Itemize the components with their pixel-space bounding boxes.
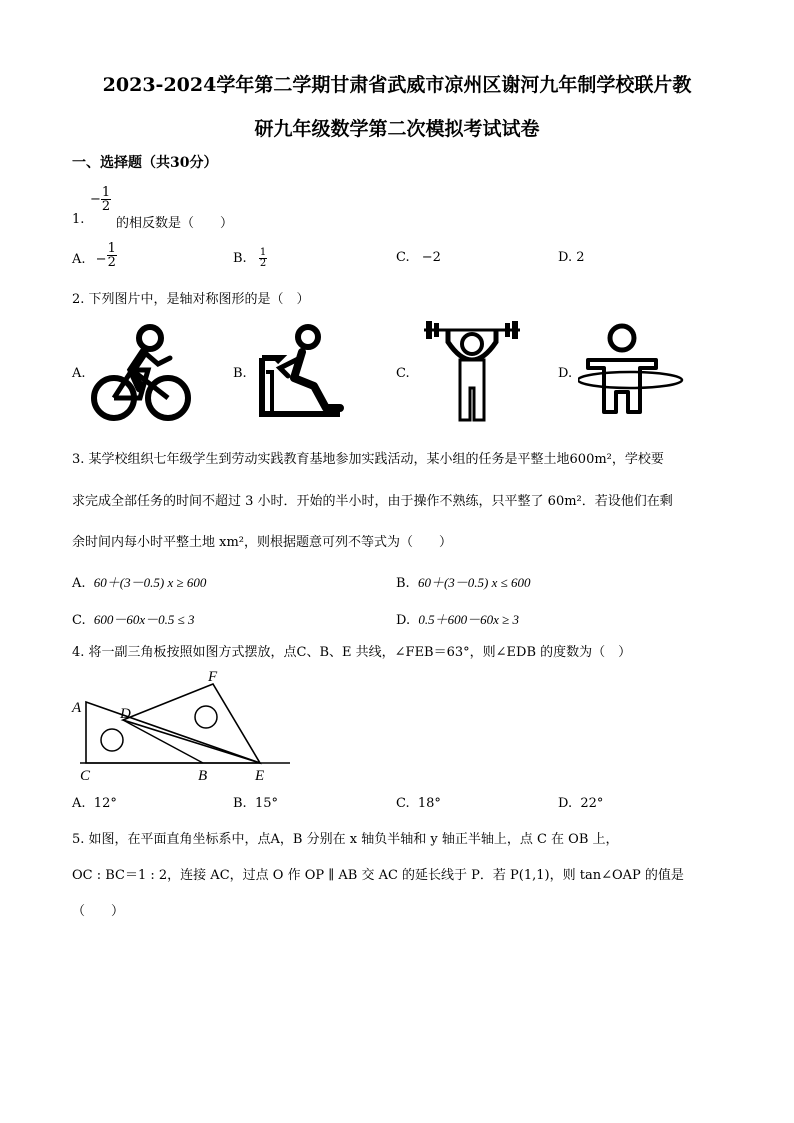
hula-hoop-icon [578, 322, 688, 422]
q3-option-b[interactable]: B. 60＋(3－0.5) x ≤ 600 [396, 575, 531, 591]
q1-option-a[interactable]: A. − $\frac{1}{2}$ [72, 241, 116, 270]
q5-line3: （ ） [72, 904, 125, 919]
point-label-f: F [208, 669, 218, 685]
q3-line1: 3. 某学校组织七年级学生到劳动实践教育基地参加实践活动，某小组的任务是平整土地600m²，学校要 [72, 452, 664, 467]
q5-line2: OC : BC＝1 : 2，连接 AC，过点 O 作 OP ∥ AB 交 AC 的延长线于 P．若 P(1,1)，则 tan∠OAP 的值是 [72, 868, 684, 883]
paper-title-line2: 研九年级数学第二次模拟考试试卷 [254, 118, 540, 140]
q1-frac-sign: − [90, 192, 101, 207]
q2-stem: 2. 下列图片中，是轴对称图形的是（ ） [72, 292, 310, 307]
weightlifter-icon [420, 316, 524, 426]
q4-option-d[interactable]: D. 22° [558, 796, 604, 811]
point-label-d: D [120, 706, 131, 722]
q1-option-d[interactable]: D. 2 [558, 250, 585, 265]
q5-line1: 5. 如图，在平面直角坐标系中，点A，B 分别在 x 轴负半轴和 y 轴正半轴上，点 C 在 OB 上， [72, 832, 619, 847]
point-label-c: C [80, 768, 91, 784]
q3-line2: 求完成全部任务的时间不超过 3 小时．开始的半小时，由于操作不熟练，只平整了 60m²．若设他们在剩 [72, 494, 673, 509]
q3-option-a[interactable]: A. 60＋(3－0.5) x ≥ 600 [72, 575, 207, 591]
q1-option-b[interactable]: B. $\frac{1}{2}$ [233, 247, 267, 269]
q2-option-d-label[interactable]: D. [558, 366, 573, 381]
section-heading-choice: 一、选择题（共30分） [72, 155, 218, 171]
q1-frac-den: 2 [101, 199, 111, 214]
q1-frac-num: 1 [101, 185, 111, 200]
cyclist-icon [88, 322, 192, 426]
treadmill-runner-icon [252, 322, 352, 422]
point-label-e: E [255, 768, 265, 784]
q1-fraction [90, 186, 111, 213]
paper-title-line1: 2023-2024学年第二学期甘肃省武威市凉州区谢河九年制学校联片教 [102, 74, 692, 96]
point-label-a: A [72, 700, 82, 716]
q4-option-c[interactable]: C. 18° [396, 796, 441, 811]
q1-option-c[interactable]: C. −2 [396, 250, 441, 265]
q3-line3: 余时间内每小时平整土地 xm²，则根据题意可列不等式为（ ） [72, 535, 453, 550]
q1-frac [101, 186, 111, 213]
q4-option-a[interactable]: A. 12° [72, 796, 117, 811]
q1-number: 1. [72, 212, 85, 227]
q1-stem: 的相反数是（ ） [116, 216, 234, 231]
point-label-b: B [198, 768, 208, 784]
q2-option-a-label[interactable]: A. [72, 366, 86, 381]
q2-option-c-label[interactable]: C. [396, 366, 410, 381]
q4-option-b[interactable]: B. 15° [233, 796, 278, 811]
q2-option-b-label[interactable]: B. [233, 366, 247, 381]
q3-option-c[interactable]: C. 600－60x－0.5 ≤ 3 [72, 612, 195, 628]
triangle-set-diagram [68, 664, 298, 786]
q3-option-d[interactable]: D. 0.5＋600－60x ≥ 3 [396, 612, 520, 628]
q4-stem: 4. 将一副三角板按照如图方式摆放，点C、B、E 共线，∠FEB＝63°，则∠EDB 的度数为（ ） [72, 645, 632, 660]
